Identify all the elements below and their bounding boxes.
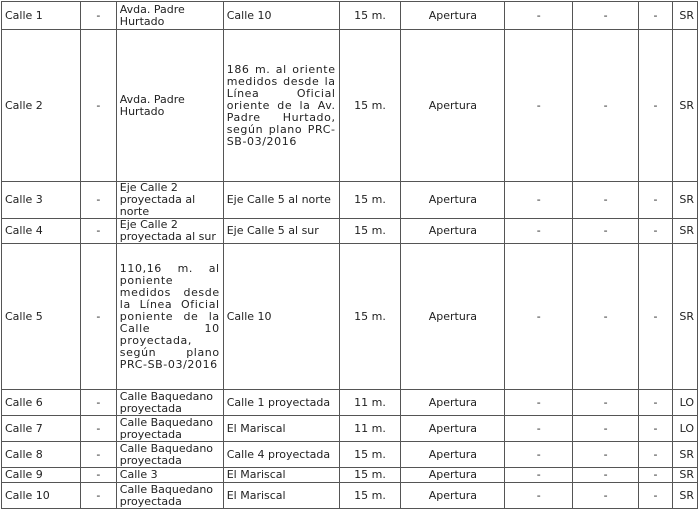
empty-cell: - [639,182,673,219]
type-cell: Apertura [401,390,505,416]
table-row [2,244,698,390]
table-row [2,468,698,483]
from-cell: Eje Calle 2 proyectada al norte [116,182,223,219]
empty-cell: - [505,182,573,219]
type-cell: Apertura [401,468,505,483]
empty-cell: - [639,483,673,509]
width-cell: 15 m. [339,2,401,30]
table-row [2,30,698,182]
width-cell: 15 m. [339,483,401,509]
type-cell: Apertura [401,182,505,219]
type-cell: Apertura [401,442,505,468]
to-cell: Eje Calle 5 al norte [223,182,339,219]
width-cell: 11 m. [339,416,401,442]
empty-cell: - [505,219,573,244]
code-cell: SR [672,2,697,30]
street-name: Calle 3 [2,182,81,219]
to-cell: El Mariscal [223,468,339,483]
ref-cell: - [80,219,116,244]
width-cell: 15 m. [339,30,401,182]
code-cell: SR [672,442,697,468]
table-row [2,442,698,468]
empty-cell: - [573,483,639,509]
code-cell: SR [672,468,697,483]
code-cell: SR [672,182,697,219]
empty-cell: - [505,483,573,509]
table-row [2,416,698,442]
from-cell: Calle 3 [116,468,223,483]
empty-cell: - [639,468,673,483]
street-name: Calle 10 [2,483,81,509]
ref-cell: - [80,442,116,468]
street-name: Calle 4 [2,219,81,244]
from-cell: Calle Baquedano proyectada [116,416,223,442]
type-cell: Apertura [401,483,505,509]
type-cell: Apertura [401,219,505,244]
type-cell: Apertura [401,416,505,442]
empty-cell: - [505,390,573,416]
table-row [2,390,698,416]
type-cell: Apertura [401,244,505,390]
empty-cell: - [573,416,639,442]
to-cell: Calle 10 [223,244,339,390]
empty-cell: - [639,416,673,442]
type-cell: Apertura [401,30,505,182]
empty-cell: - [505,442,573,468]
ref-cell: - [80,416,116,442]
table-row [2,219,698,244]
empty-cell: - [639,390,673,416]
empty-cell: - [639,2,673,30]
from-cell: 110,16 m. al poniente medidos desde la Línea Oficial poniente de la Calle 10 proyectada, según plano PRC-SB-03/2016 [116,244,223,390]
empty-cell: - [573,2,639,30]
empty-cell: - [573,468,639,483]
ref-cell: - [80,468,116,483]
code-cell: SR [672,30,697,182]
empty-cell: - [639,442,673,468]
to-cell: 186 m. al oriente medidos desde la Línea Oficial oriente de la Av. Padre Hurtado, según plano PRC-SB-03/2016 [223,30,339,182]
code-cell: SR [672,244,697,390]
code-cell: LO [672,390,697,416]
from-cell: Calle Baquedano proyectada [116,442,223,468]
from-cell: Calle Baquedano proyectada [116,483,223,509]
ref-cell: - [80,2,116,30]
empty-cell: - [573,219,639,244]
ref-cell: - [80,182,116,219]
road-table [1,1,698,509]
street-name: Calle 8 [2,442,81,468]
width-cell: 15 m. [339,219,401,244]
table-row [2,483,698,509]
to-cell: Calle 4 proyectada [223,442,339,468]
width-cell: 15 m. [339,182,401,219]
street-name: Calle 1 [2,2,81,30]
empty-cell: - [505,416,573,442]
ref-cell: - [80,30,116,182]
empty-cell: - [505,468,573,483]
from-cell: Calle Baquedano proyectada [116,390,223,416]
from-cell: Avda. Padre Hurtado [116,2,223,30]
from-cell: Eje Calle 2 proyectada al sur [116,219,223,244]
street-name: Calle 9 [2,468,81,483]
table-row [2,182,698,219]
code-cell: SR [672,483,697,509]
width-cell: 15 m. [339,468,401,483]
width-cell: 15 m. [339,442,401,468]
empty-cell: - [505,2,573,30]
to-cell: El Mariscal [223,416,339,442]
code-cell: SR [672,219,697,244]
empty-cell: - [573,244,639,390]
width-cell: 11 m. [339,390,401,416]
street-name: Calle 5 [2,244,81,390]
ref-cell: - [80,483,116,509]
type-cell: Apertura [401,2,505,30]
empty-cell: - [505,244,573,390]
empty-cell: - [505,30,573,182]
empty-cell: - [573,30,639,182]
empty-cell: - [639,219,673,244]
empty-cell: - [573,390,639,416]
ref-cell: - [80,390,116,416]
from-cell: Avda. Padre Hurtado [116,30,223,182]
code-cell: LO [672,416,697,442]
empty-cell: - [573,182,639,219]
table-row [2,2,698,30]
width-cell: 15 m. [339,244,401,390]
to-cell: Calle 10 [223,2,339,30]
empty-cell: - [573,442,639,468]
street-name: Calle 7 [2,416,81,442]
to-cell: Eje Calle 5 al sur [223,219,339,244]
street-name: Calle 6 [2,390,81,416]
street-name: Calle 2 [2,30,81,182]
ref-cell: - [80,244,116,390]
to-cell: Calle 1 proyectada [223,390,339,416]
empty-cell: - [639,244,673,390]
empty-cell: - [639,30,673,182]
to-cell: El Mariscal [223,483,339,509]
